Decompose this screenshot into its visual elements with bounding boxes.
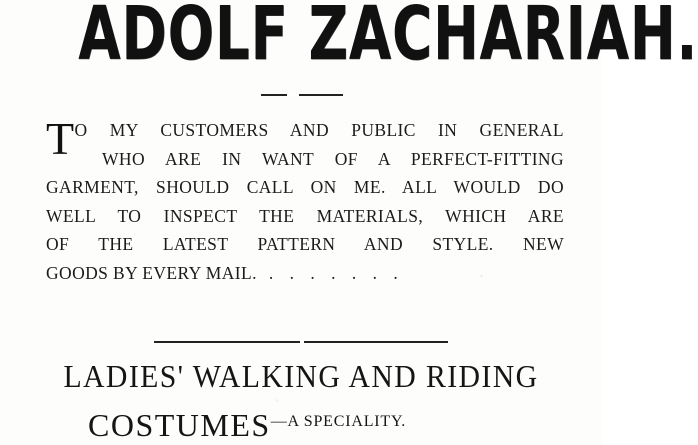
subheadline-costumes-line (88, 405, 406, 445)
costumes-word: COSTUMES (88, 407, 271, 443)
body-line-6 (46, 259, 564, 288)
body-line-2: WHO ARE IN WANT OF A PERFECT-FITTING (102, 148, 564, 169)
top-divider-rule (261, 94, 343, 96)
body-line-5: OF THE LATEST PATTERN AND STYLE. NEW (46, 234, 564, 255)
body-line-4: WELL TO INSPECT THE MATERIALS, WHICH ARE (46, 205, 564, 226)
advertiser-name-headline: ADOLF ZACHARIAH. (78, 0, 698, 77)
bottom-divider-rule (154, 341, 448, 343)
body-line-6-text: GOODS BY EVERY MAIL. (46, 262, 257, 283)
drop-cap-letter: T (46, 113, 75, 164)
body-line-1: O MY CUSTOMERS AND PUBLIC IN GENERAL (74, 120, 564, 140)
leader-dots: . . . . . . . (268, 262, 404, 283)
body-line-3: GARMENT, SHOULD CALL ON ME. ALL WOULD DO (46, 177, 564, 198)
advertisement-body (46, 113, 564, 288)
speciality-tagline: —A SPECIALITY. (270, 413, 407, 430)
subheadline-ladies-costumes: LADIES' WALKING AND RIDING (63, 358, 539, 394)
